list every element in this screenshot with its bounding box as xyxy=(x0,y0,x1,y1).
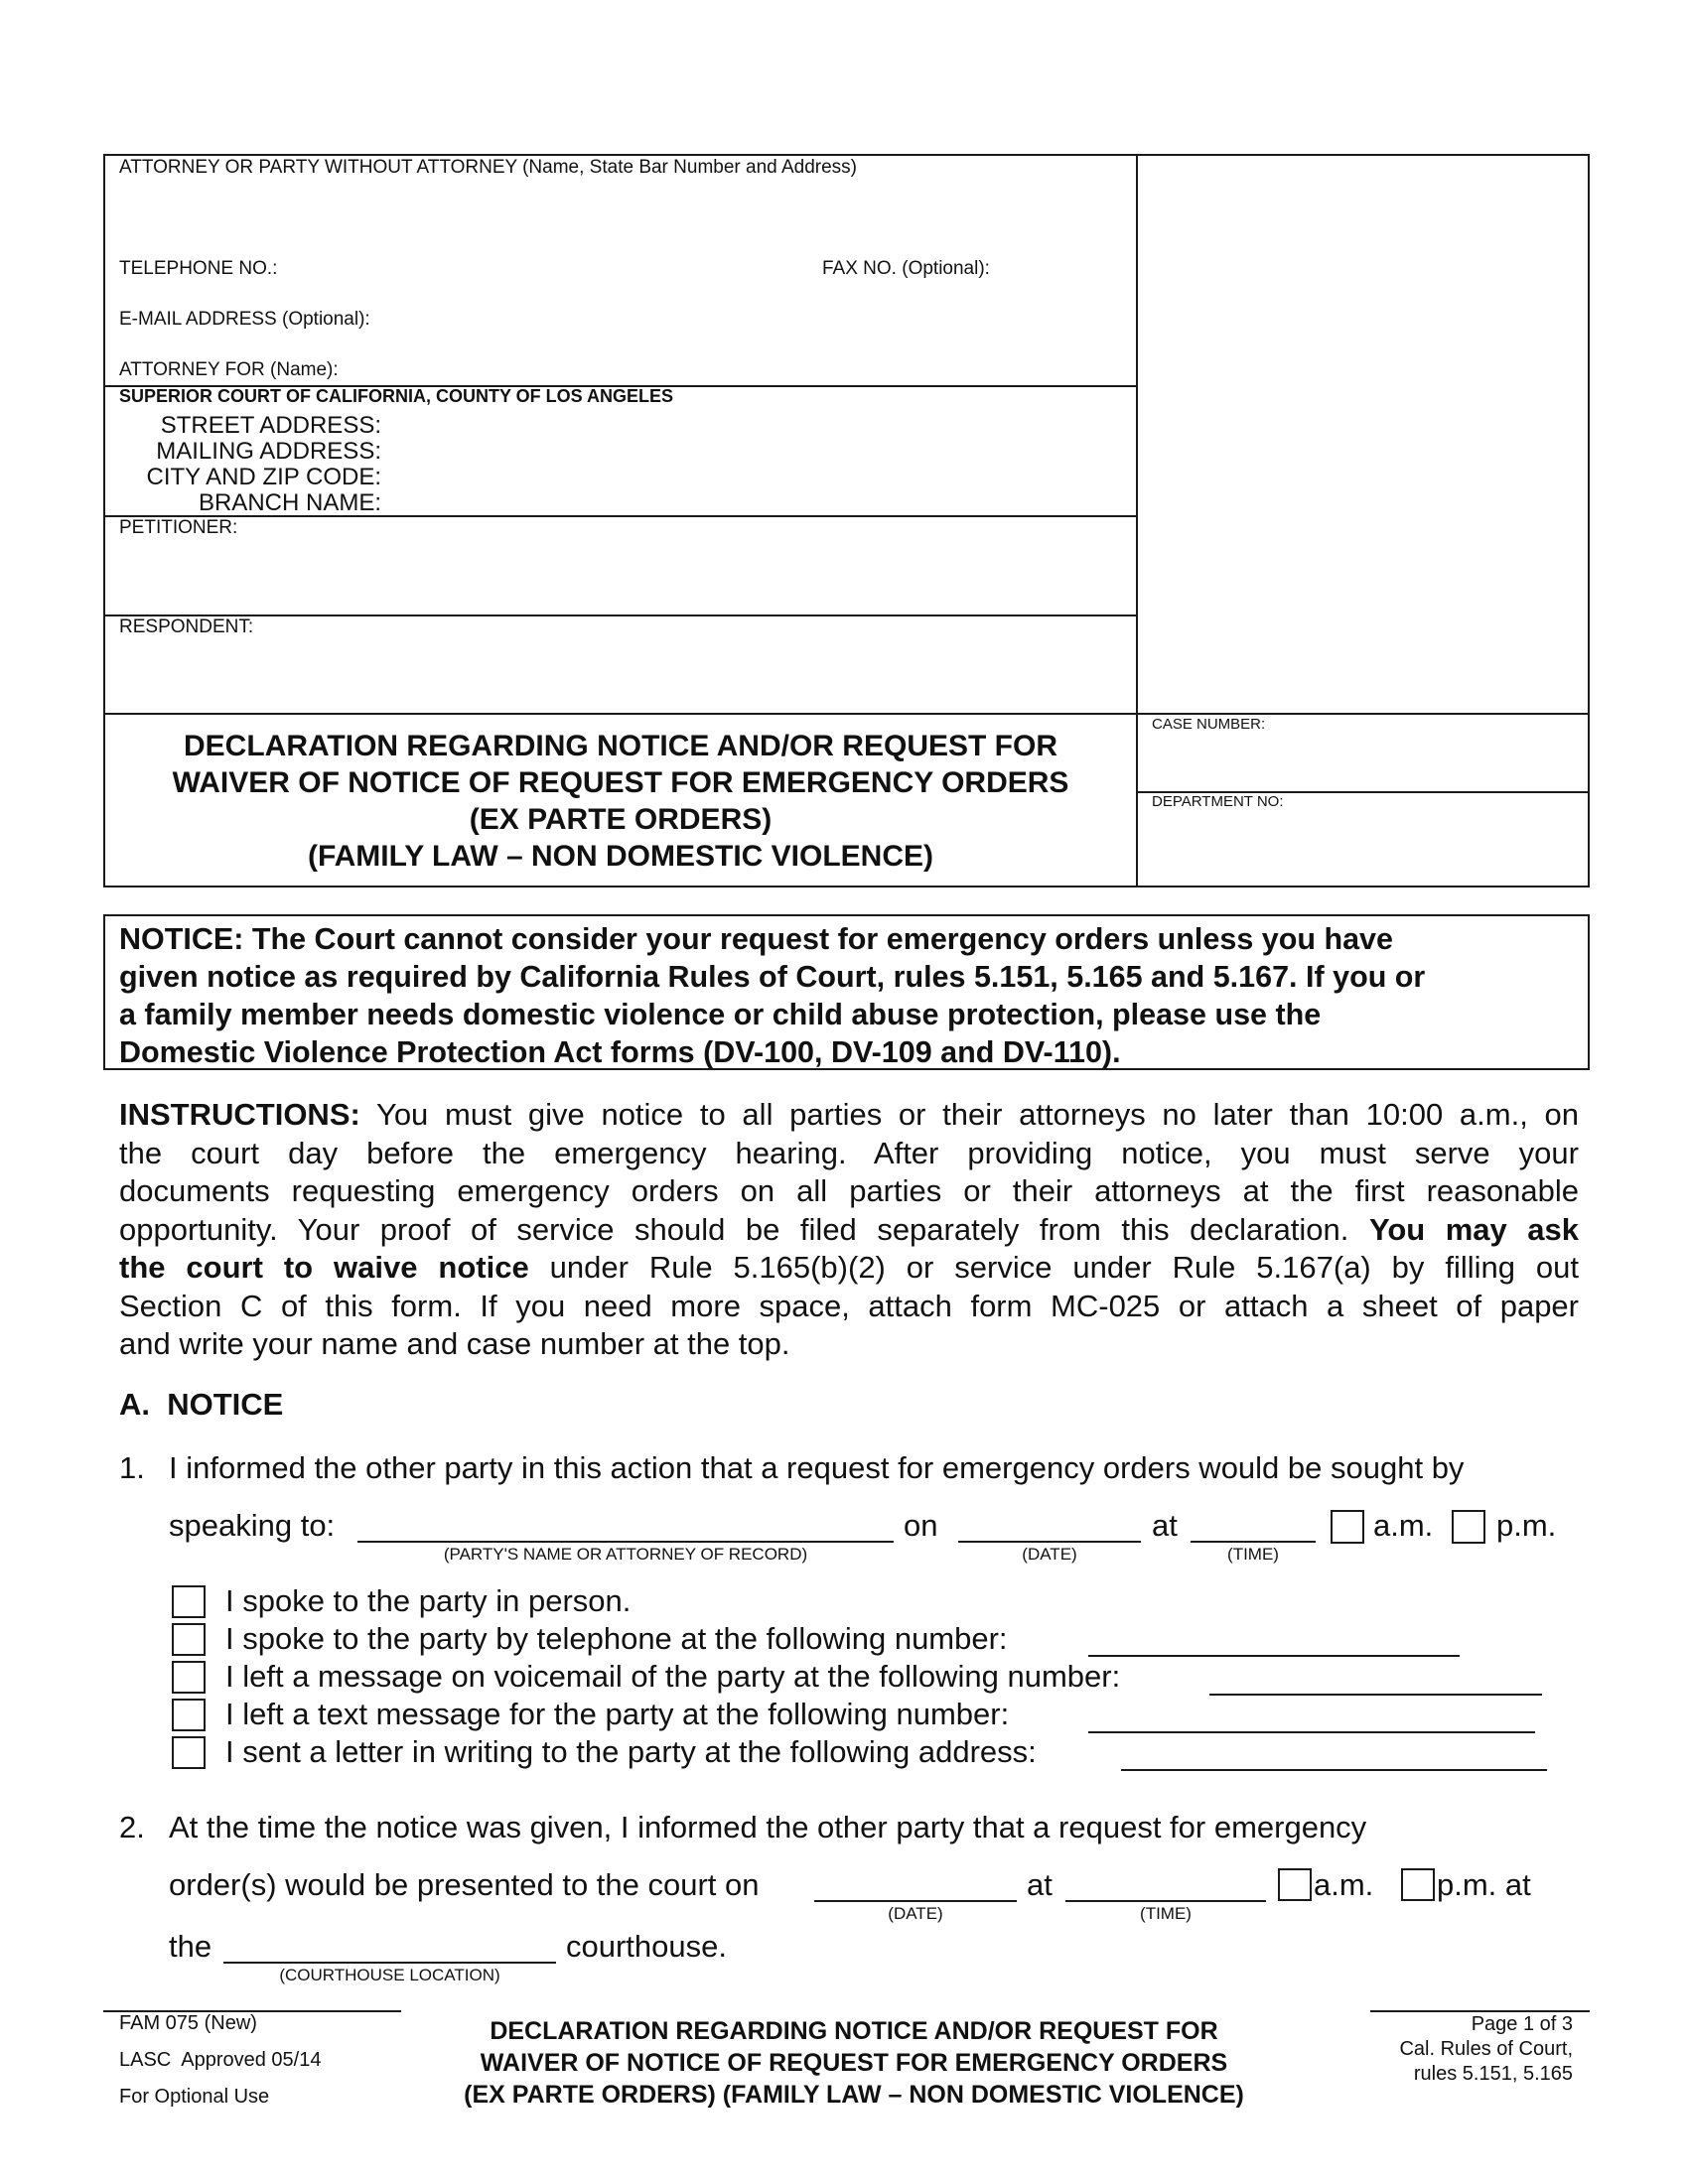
on-word: on xyxy=(904,1508,938,1543)
item-2-at-word: at xyxy=(1027,1867,1053,1902)
courthouse-location-caption: (COURTHOUSE LOCATION) xyxy=(279,1966,500,1984)
branch-name-label: BRANCH NAME: xyxy=(198,489,381,516)
notice-box xyxy=(103,914,1590,1070)
fax-field[interactable] xyxy=(1023,256,1132,282)
form-title-line-1: DECLARATION REGARDING NOTICE AND/OR REQUEST FOR xyxy=(183,730,1057,762)
item-2-number: 2. xyxy=(119,1810,145,1844)
street-address-label: STREET ADDRESS: xyxy=(160,412,381,439)
respondent-divider xyxy=(103,713,1590,715)
pm-label: p.m. xyxy=(1496,1508,1557,1543)
email-field[interactable] xyxy=(422,307,1127,333)
instructions-line-5-bold: the court to waive notice xyxy=(119,1250,529,1285)
presentation-pm-label: p.m. at xyxy=(1437,1867,1531,1902)
at-word: at xyxy=(1152,1508,1178,1543)
item-2-the-word: the xyxy=(169,1929,212,1964)
footer-title xyxy=(397,2015,1311,2111)
footer-rules-line-1: Cal. Rules of Court, xyxy=(1399,2038,1573,2060)
option-in-person-label: I spoke to the party in person. xyxy=(225,1583,632,1618)
option-telephone-label: I spoke to the party by telephone at the following number: xyxy=(225,1621,1008,1656)
option-text-message-label: I left a text message for the party at the following number: xyxy=(225,1697,1010,1731)
mailing-address-label: MAILING ADDRESS: xyxy=(156,438,381,465)
footer-title-line-2: WAIVER OF NOTICE OF REQUEST FOR EMERGENCY ORDERS xyxy=(480,2049,1228,2077)
notice-time-caption: (TIME) xyxy=(1227,1545,1279,1564)
presentation-pm-checkbox[interactable] xyxy=(1401,1868,1435,1901)
item-1-number: 1. xyxy=(119,1450,145,1485)
instructions-line-7: and write your name and case number at the top. xyxy=(119,1326,790,1361)
speaking-to-label: speaking to: xyxy=(169,1508,336,1543)
instructions-line-4-bold: You may ask xyxy=(1368,1211,1579,1247)
court-name: SUPERIOR COURT OF CALIFORNIA, COUNTY OF LOS ANGELES xyxy=(119,386,674,406)
presentation-am-label: a.m. xyxy=(1314,1867,1374,1902)
item-2-line-1: At the time the notice was given, I informed the other party that a request for emergency xyxy=(169,1810,1367,1844)
section-a-heading: A. NOTICE xyxy=(119,1387,284,1422)
presentation-time-caption: (TIME) xyxy=(1140,1904,1192,1923)
item-1-text: I informed the other party in this action that a request for emergency orders would be sought by xyxy=(169,1450,1465,1485)
option-voicemail-label: I left a message on voicemail of the party at the following number: xyxy=(225,1659,1121,1694)
footer-page-info xyxy=(1399,2012,1573,2087)
footer-title-line-1: DECLARATION REGARDING NOTICE AND/OR REQUEST FOR xyxy=(490,2017,1218,2045)
presentation-date-caption: (DATE) xyxy=(888,1904,943,1923)
instructions-line-6: Section C of this form. If you need more space, attach form MC-025 or attach a sheet of paper xyxy=(119,1288,1579,1323)
petitioner-divider xyxy=(103,614,1137,616)
presentation-am-checkbox[interactable] xyxy=(1278,1868,1312,1901)
attorney-for-label: ATTORNEY FOR (Name): xyxy=(119,359,339,380)
form-title-line-2: WAIVER OF NOTICE OF REQUEST FOR EMERGENCY ORDERS xyxy=(172,766,1069,799)
presentation-date-field[interactable] xyxy=(814,1900,1017,1902)
voicemail-number-field[interactable] xyxy=(1209,1694,1542,1696)
footer-optional-use: For Optional Use xyxy=(119,2086,270,2108)
party-name-caption: (PARTY'S NAME OR ATTORNEY OF RECORD) xyxy=(443,1545,808,1564)
presentation-time-field[interactable] xyxy=(1065,1900,1266,1902)
am-checkbox[interactable] xyxy=(1331,1510,1364,1544)
instructions-line-5: under Rule 5.165(b)(2) or service under Rule 5.167(a) by filling out xyxy=(549,1250,1580,1285)
email-label: E-MAIL ADDRESS (Optional): xyxy=(119,309,370,330)
notice-line-2: given notice as required by California Rules of Court, rules 5.151, 5.165 and 5.167. If you or xyxy=(119,960,1426,994)
notice-date-caption: (DATE) xyxy=(1022,1545,1077,1564)
courthouse-word: courthouse. xyxy=(566,1929,727,1964)
text-message-number-field[interactable] xyxy=(1088,1731,1535,1733)
instructions-line-4: opportunity. Your proof of service should be filed separately from this declaration. xyxy=(119,1211,1349,1247)
footer-rules-line-2: rules 5.151, 5.165 xyxy=(1413,2063,1573,2085)
option-in-person-checkbox[interactable] xyxy=(172,1585,206,1618)
footer-title-line-3: (EX PARTE ORDERS) (FAMILY LAW – NON DOMESTIC VIOLENCE) xyxy=(464,2081,1244,2109)
respondent-field[interactable] xyxy=(119,643,1122,707)
department-field[interactable] xyxy=(1152,814,1579,880)
notice-line-4: Domestic Violence Protection Act forms (DV-100, DV-109 and DV-110). xyxy=(119,1035,1121,1069)
attorney-label: ATTORNEY OR PARTY WITHOUT ATTORNEY (Name, State Bar Number and Address) xyxy=(119,157,857,178)
petitioner-field[interactable] xyxy=(119,544,1122,608)
attorney-for-field[interactable] xyxy=(382,357,1127,383)
instructions-line-2: the court day before the emergency hearing. After providing notice, you must serve your xyxy=(119,1135,1579,1170)
caption-divider xyxy=(1136,154,1138,887)
courthouse-location-field[interactable] xyxy=(223,1962,556,1964)
form-title xyxy=(105,728,1136,875)
telephone-field[interactable] xyxy=(308,256,804,282)
respondent-label: RESPONDENT: xyxy=(119,616,254,637)
option-text-message-checkbox[interactable] xyxy=(172,1699,206,1731)
notice-time-field[interactable] xyxy=(1191,1541,1316,1543)
case-number-label: CASE NUMBER: xyxy=(1152,716,1266,733)
case-number-field[interactable] xyxy=(1152,737,1579,784)
fax-label: FAX NO. (Optional): xyxy=(822,258,990,279)
option-telephone-checkbox[interactable] xyxy=(172,1623,206,1656)
instructions-line-1: You must give notice to all parties or their attorneys no later than 10:00 a.m., on xyxy=(375,1097,1579,1132)
form-title-line-4: (FAMILY LAW – NON DOMESTIC VIOLENCE) xyxy=(307,840,934,873)
option-voicemail-checkbox[interactable] xyxy=(172,1661,206,1694)
am-label: a.m. xyxy=(1373,1508,1434,1543)
letter-address-field[interactable] xyxy=(1121,1769,1547,1771)
pm-checkbox[interactable] xyxy=(1452,1510,1485,1544)
telephone-label: TELEPHONE NO.: xyxy=(119,258,278,279)
notice-date-field[interactable] xyxy=(958,1541,1141,1543)
telephone-number-field[interactable] xyxy=(1088,1655,1460,1657)
footer-page-number: Page 1 of 3 xyxy=(1471,2013,1573,2035)
party-name-field[interactable] xyxy=(357,1541,894,1543)
footer-approved: LASC Approved 05/14 xyxy=(119,2049,322,2071)
instructions-label: INSTRUCTIONS: xyxy=(119,1097,360,1132)
notice-line-3: a family member needs domestic violence or child abuse protection, please use the xyxy=(119,998,1322,1031)
notice-line-1: NOTICE: The Court cannot consider your request for emergency orders unless you have xyxy=(119,922,1393,956)
court-filing-stamp-area xyxy=(1142,159,1584,707)
department-label: DEPARTMENT NO: xyxy=(1152,793,1284,810)
item-2-line-2-prefix: order(s) would be presented to the court on xyxy=(169,1867,760,1902)
city-zip-label: CITY AND ZIP CODE: xyxy=(146,464,381,490)
instructions xyxy=(119,1096,1579,1364)
footer-form-id: FAM 075 (New) xyxy=(119,2012,257,2034)
option-letter-checkbox[interactable] xyxy=(172,1736,206,1769)
instructions-line-3: documents requesting emergency orders on all parties or their attorneys at the first reasonable xyxy=(119,1173,1579,1208)
option-letter-label: I sent a letter in writing to the party at the following address: xyxy=(225,1734,1037,1769)
petitioner-label: PETITIONER: xyxy=(119,517,238,538)
form-title-line-3: (EX PARTE ORDERS) xyxy=(469,803,773,836)
